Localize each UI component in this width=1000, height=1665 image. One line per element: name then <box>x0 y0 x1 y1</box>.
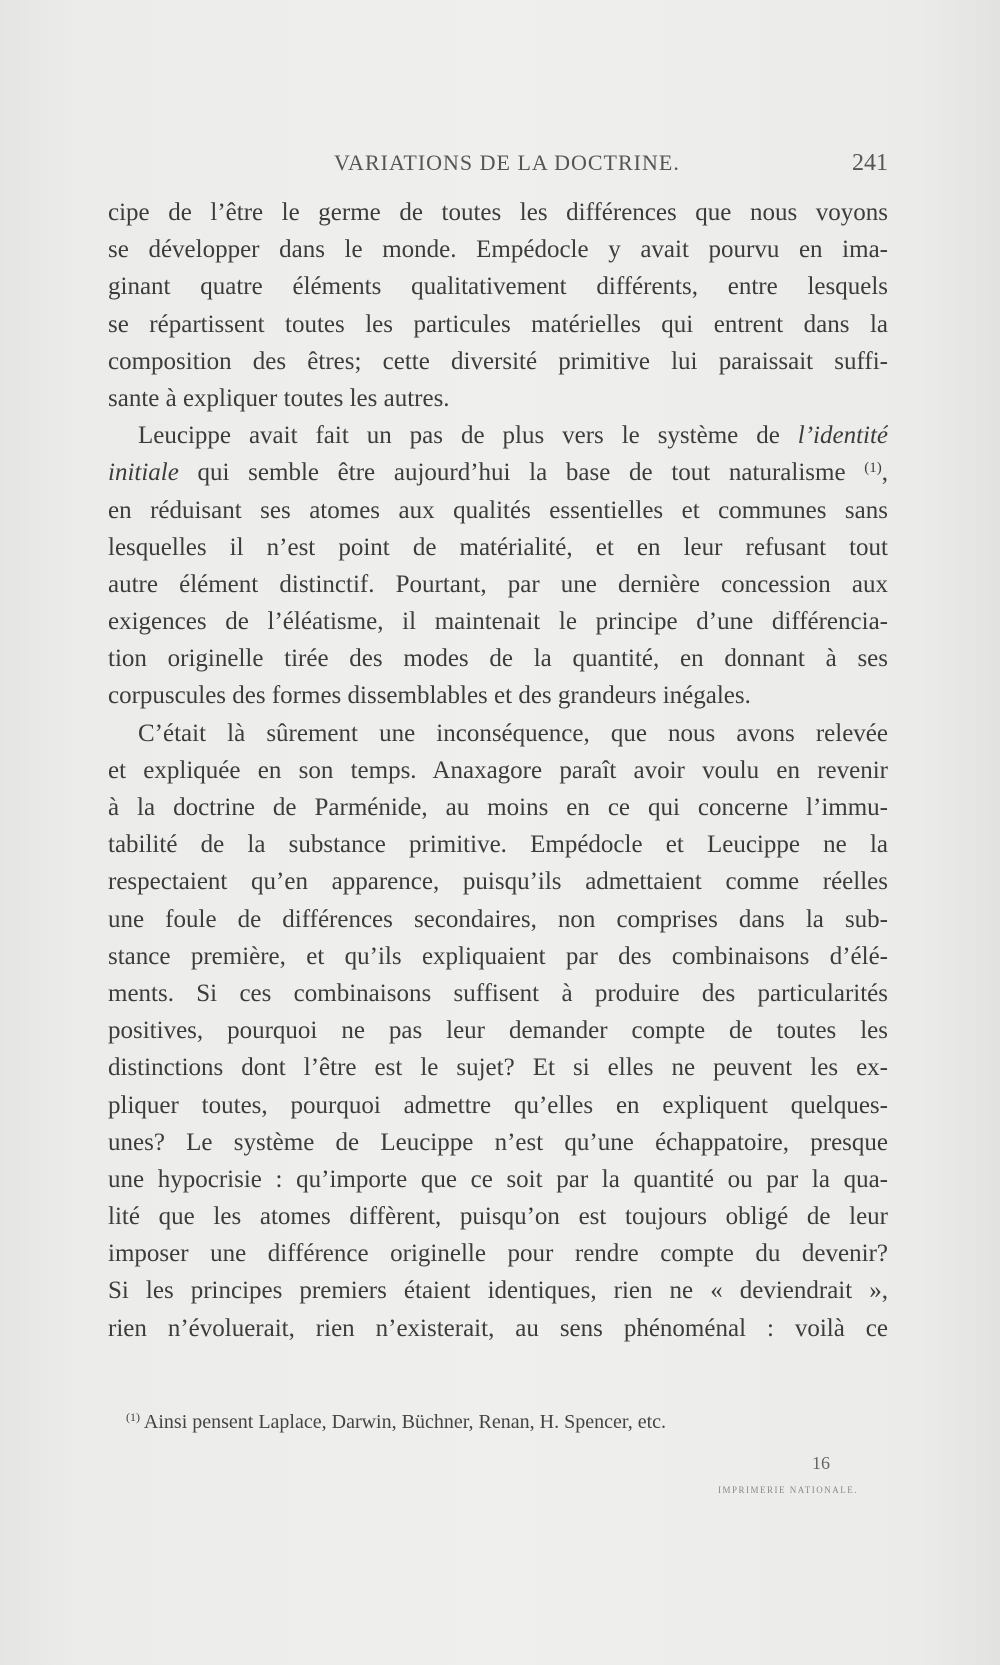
text-line: autre élément distinctif. Pourtant, par une dernière concession aux <box>108 570 888 598</box>
text-line: rien n’évoluerait, rien n’existerait, au sens phénoménal : voilà ce <box>108 1314 888 1342</box>
text-line: pliquer toutes, pourquoi admettre qu’elles en expliquent quelques- <box>108 1091 888 1119</box>
text-line: tabilité de la substance primitive. Empédocle et Leucippe ne la <box>108 831 888 859</box>
text-line: sante à expliquer toutes les autres. <box>108 384 450 412</box>
text-line: et expliquée en son temps. Anaxagore paraît avoir voulu en revenir <box>108 756 888 784</box>
italic-term: l’identité <box>797 422 888 450</box>
text-line: corpuscules des formes dissemblables et des grandeurs inégales. <box>108 682 751 710</box>
text-line: tion originelle tirée des modes de la quantité, en donnant à ses <box>108 645 888 673</box>
running-title: VARIATIONS DE LA DOCTRINE. <box>334 150 680 175</box>
text-line: ments. Si ces combinaisons suffisent à produire des particularités <box>108 979 888 1007</box>
text-line: lesquelles il n’est point de matérialité, et en leur refusant tout <box>108 533 888 561</box>
footnote-marker: (1) <box>126 1410 140 1424</box>
text-line: imposer une différence originelle pour rendre compte du devenir? <box>108 1240 888 1268</box>
text-line: une foule de différences secondaires, non comprises dans la sub- <box>108 905 888 933</box>
italic-term: initiale <box>108 459 179 487</box>
page-number: 241 <box>852 150 888 176</box>
text-line: positives, pourquoi ne pas leur demander compte de toutes les <box>108 1017 888 1045</box>
text-line: respectaient qu’en apparence, puisqu’ils admettaient comme réelles <box>108 868 888 896</box>
text-line: cipe de l’être le germe de toutes les différences que nous voyons <box>108 199 888 226</box>
footnote-reference: (1) <box>864 460 882 477</box>
text-line: à la doctrine de Parménide, au moins en ce qui concerne l’immu- <box>108 794 888 821</box>
text-line: se répartissent toutes les particules matérielles qui entrent dans la <box>108 310 888 338</box>
text-line: stance première, et qu’ils expliquaient par des combinaisons d’élé- <box>108 942 888 970</box>
text-line: unes? Le système de Leucippe n’est qu’une échappatoire, presque <box>108 1128 888 1156</box>
text-line: C’était là sûrement une inconséquence, que nous avons relevée <box>138 719 888 747</box>
body-text <box>108 194 888 1347</box>
text-line: ginant quatre éléments qualitativement différents, entre lesquels <box>108 273 888 301</box>
footnote <box>126 1410 886 1434</box>
text-line: Si les principes premiers étaient identiques, rien ne « deviendrait », <box>108 1277 888 1305</box>
line-text: Leucippe avait fait un pas de plus vers le système de <box>138 422 780 450</box>
line-text: qui semble être aujourd’hui la base de tout naturalisme <box>197 459 846 487</box>
text-line: lité que les atomes diffèrent, puisqu’on est toujours obligé de leur <box>108 1203 888 1231</box>
text-line-mixed <box>108 454 888 491</box>
text-line: une hypocrisie : qu’importe que ce soit par la quantité ou par la qua- <box>108 1165 888 1193</box>
running-head <box>108 150 888 182</box>
text-line: distinctions dont l’être est le sujet? Et si elles ne peuvent les ex- <box>108 1054 888 1082</box>
line-punctuation: , <box>881 459 888 487</box>
text-line: exigences de l’éléatisme, il maintenait le principe d’une différencia- <box>108 608 888 636</box>
footnote-text: Ainsi pensent Laplace, Darwin, Büchner, Renan, H. Spencer, etc. <box>143 1411 667 1433</box>
text-line: se développer dans le monde. Empédocle y avait pourvu en ima- <box>108 236 888 264</box>
printer-imprint: IMPRIMERIE NATIONALE. <box>718 1485 858 1495</box>
text-line-mixed <box>108 417 888 454</box>
text-line: en réduisant ses atomes aux qualités essentielles et communes sans <box>108 496 888 524</box>
text-line: composition des êtres; cette diversité primitive lui paraissait suffi- <box>108 347 888 375</box>
signature-mark: 16 <box>812 1453 830 1473</box>
